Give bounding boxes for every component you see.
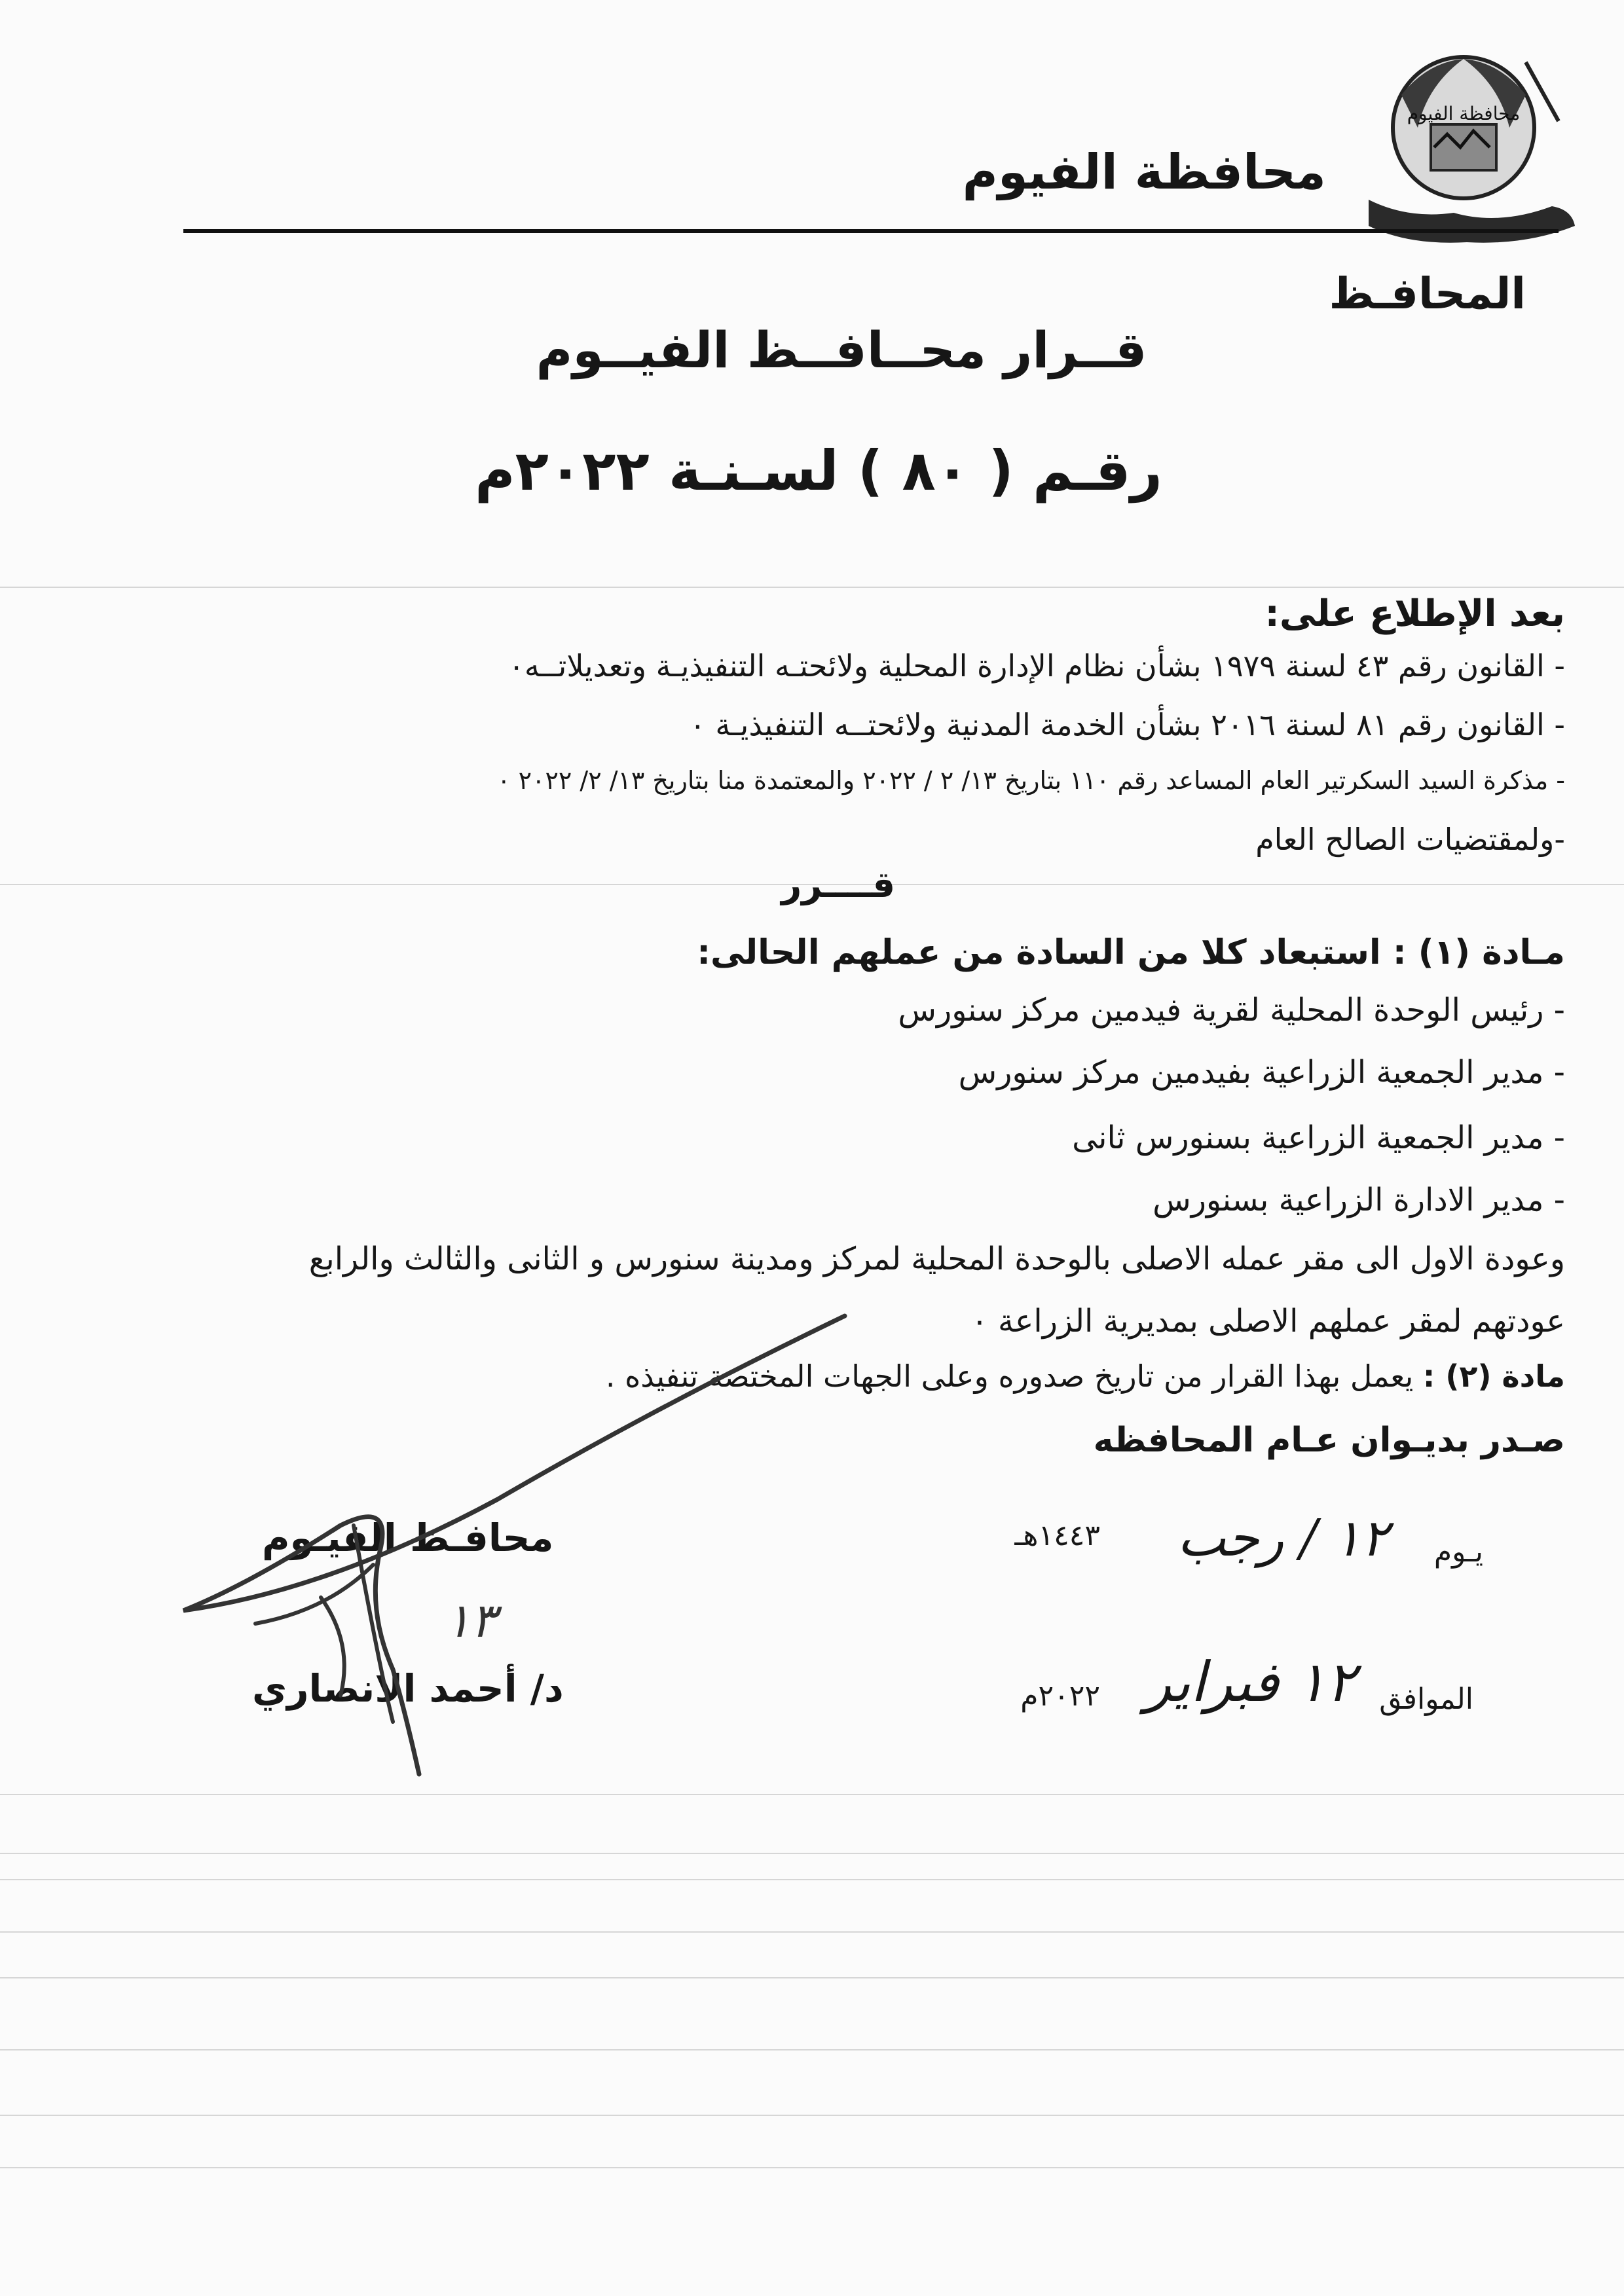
preamble-heading: بعد الإطلاع على: bbox=[1264, 592, 1565, 635]
article-1-item: - مدير الادارة الزراعية بسنورس bbox=[1153, 1182, 1565, 1218]
signatory-title: محافـظ الفيـوم bbox=[262, 1516, 554, 1560]
svg-text:١٣: ١٣ bbox=[445, 1593, 496, 1648]
office-title: المحافـظ bbox=[1329, 268, 1526, 319]
header-divider bbox=[183, 229, 1559, 233]
svg-text:محافظة الفيوم: محافظة الفيوم bbox=[1407, 103, 1521, 124]
article-1-return-line: وعودة الاول الى مقر عمله الاصلى بالوحدة المحلية لمركز ومدينة سنورس و الثانى والثالث والرابع bbox=[308, 1241, 1565, 1277]
article-2 bbox=[606, 1358, 1565, 1394]
preamble-item: - القانون رقم ٨١ لسنة ٢٠١٦ بشأن الخدمة المدنية ولائحتــه التنفيذيـة ٠ bbox=[690, 707, 1565, 742]
decided-label: قــــرر bbox=[781, 864, 895, 905]
article-2-label: مادة (٢) : bbox=[1422, 1358, 1565, 1394]
decision-title: قــرار محــافــظ الفيــوم bbox=[536, 321, 1147, 379]
day-label: يـوم bbox=[1433, 1535, 1483, 1569]
preamble-item: - القانون رقم ٤٣ لسنة ١٩٧٩ بشأن نظام الإدارة المحلية ولائحتـه التنفيذيـة وتعديلاتــه٠ bbox=[508, 648, 1565, 683]
preamble-item: - مذكرة السيد السكرتير العام المساعد رقم ١١٠ بتاريخ ١٣/ ٢ / ٢٠٢٢ والمعتمدة منا بتاريخ ١٣/ ٢/ ٢٠٢٢ ٠ bbox=[497, 766, 1565, 795]
hijri-year: ١٤٤٣هـ bbox=[1014, 1519, 1100, 1552]
article-1-item: - مدير الجمعية الزراعية بفيدمين مركز سنورس bbox=[958, 1054, 1565, 1091]
article-2-text: يعمل بهذا القرار من تاريخ صدوره وعلى الجهات المختصة تنفيذه . bbox=[605, 1358, 1423, 1394]
signatory-name: د/ أحمد الانصاري bbox=[252, 1666, 564, 1711]
article-1-item: - مدير الجمعية الزراعية بسنورس ثانى bbox=[1072, 1120, 1565, 1156]
gregorian-year: ٢٠٢٢م bbox=[1020, 1679, 1100, 1713]
article-1-return-line: عودتهم لمقر عملهم الاصلى بمديرية الزراعة ٠ bbox=[970, 1303, 1565, 1339]
hijri-date-handwritten: ١٢ / رجب bbox=[1177, 1509, 1388, 1568]
corresponding-label: الموافق bbox=[1379, 1683, 1473, 1716]
gregorian-date-handwritten: ١٢ فبراير bbox=[1145, 1650, 1356, 1714]
article-1-item: - رئيس الوحدة المحلية لقرية فيدمين مركز سنورس bbox=[898, 992, 1565, 1029]
decision-number: رقـم ( ٨٠ ) لسـنـة ٢٠٢٢م bbox=[475, 439, 1162, 503]
article-1-heading: مـادة (١) : استبعاد كلا من السادة من عملهم الحالى: bbox=[697, 933, 1565, 972]
governorate-seal-logo bbox=[1356, 49, 1578, 252]
preamble-item: -ولمقتضيات الصالح العام bbox=[1255, 822, 1565, 857]
issued-statement: صـدر بديـوان عـام المحافظه bbox=[1093, 1421, 1565, 1460]
governorate-name: محافظة الفيوم bbox=[962, 144, 1326, 200]
